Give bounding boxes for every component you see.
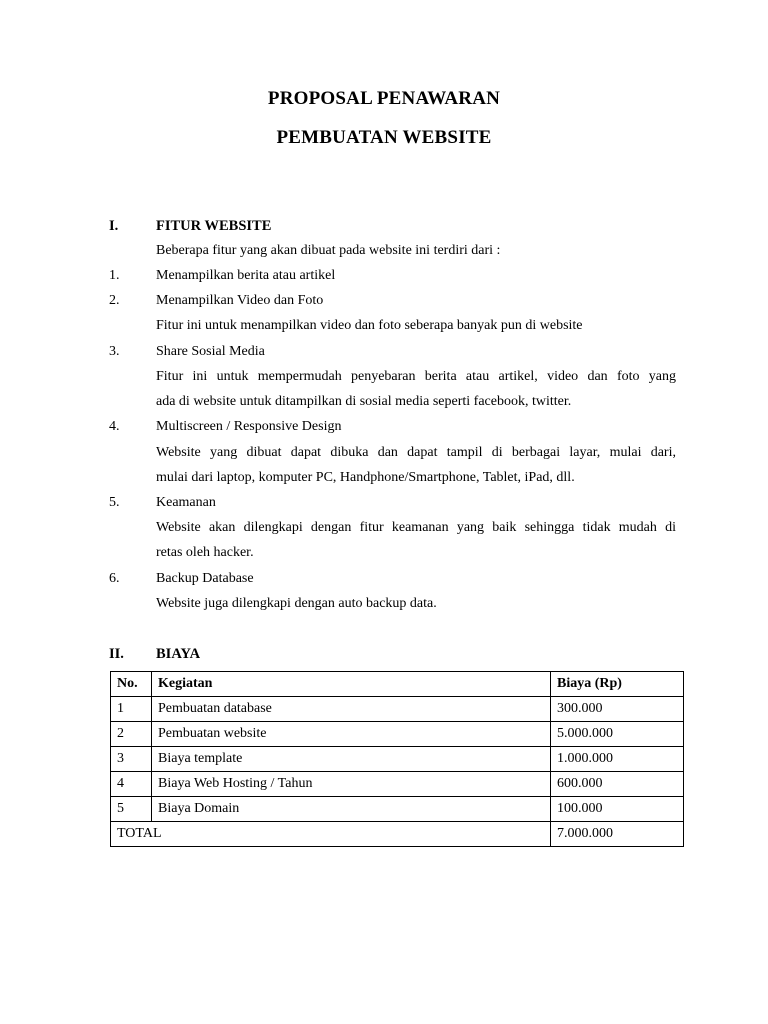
row-no: 5: [111, 797, 152, 822]
section1-intro: Beberapa fitur yang akan dibuat pada website ini terdiri dari :: [156, 243, 501, 258]
item4-desc-line2: mulai dari laptop, komputer PC, Handphone/Smartphone, Tablet, iPad, dll.: [156, 470, 575, 485]
row-biaya: 300.000: [551, 697, 684, 722]
header-biaya: Biaya (Rp): [551, 672, 684, 697]
item3-desc-line2: ada di website untuk ditampilkan di sosial media seperti facebook, twitter.: [156, 394, 572, 409]
item6-desc-line1: Website juga dilengkapi dengan auto backup data.: [156, 596, 437, 611]
row-biaya: 1.000.000: [551, 747, 684, 772]
row-kegiatan: Biaya template: [152, 747, 551, 772]
header-no: No.: [111, 672, 152, 697]
item6-label: Backup Database: [156, 571, 254, 586]
item5-number: 5.: [109, 495, 120, 510]
document-title-line1: PROPOSAL PENAWARAN: [267, 88, 501, 109]
section2-number: II.: [109, 646, 124, 662]
item2-label: Menampilkan Video dan Foto: [156, 293, 324, 308]
row-biaya: 600.000: [551, 772, 684, 797]
header-kegiatan: Kegiatan: [152, 672, 551, 697]
total-value: 7.000.000: [551, 822, 684, 847]
table-header-row: [111, 672, 684, 697]
section2-heading: BIAYA: [156, 646, 201, 662]
item5-desc-line1: Website akan dilengkapi dengan fitur keamanan yang baik sehingga tidak mudah di: [156, 520, 676, 535]
item4-number: 4.: [109, 419, 120, 434]
row-no: 2: [111, 722, 152, 747]
item2-desc-line1: Fitur ini untuk menampilkan video dan foto seberapa banyak pun di website: [156, 318, 583, 333]
row-kegiatan: Biaya Domain: [152, 797, 551, 822]
item1-label: Menampilkan berita atau artikel: [156, 268, 336, 283]
row-no: 3: [111, 747, 152, 772]
section1-heading: FITUR WEBSITE: [156, 218, 272, 234]
row-no: 1: [111, 697, 152, 722]
item1-number: 1.: [109, 268, 120, 283]
item3-number: 3.: [109, 344, 120, 359]
table-row: [111, 697, 684, 722]
item4-label: Multiscreen / Responsive Design: [156, 419, 342, 434]
row-kegiatan: Pembuatan website: [152, 722, 551, 747]
item4-desc-line1: Website yang dibuat dapat dibuka dan dapat tampil di berbagai layar, mulai dari,: [156, 445, 676, 460]
row-kegiatan: Biaya Web Hosting / Tahun: [152, 772, 551, 797]
item6-number: 6.: [109, 571, 120, 586]
row-biaya: 5.000.000: [551, 722, 684, 747]
item5-label: Keamanan: [156, 495, 216, 510]
item5-desc-line2: retas oleh hacker.: [156, 545, 254, 560]
table-row: [111, 797, 684, 822]
table-row: [111, 772, 684, 797]
table-total-row: [111, 822, 684, 847]
row-no: 4: [111, 772, 152, 797]
document-title-line2: PEMBUATAN WEBSITE: [276, 127, 492, 148]
row-biaya: 100.000: [551, 797, 684, 822]
table-row: [111, 722, 684, 747]
total-label: TOTAL: [111, 822, 551, 847]
item3-label: Share Sosial Media: [156, 344, 265, 359]
item2-number: 2.: [109, 293, 120, 308]
section1-number: I.: [109, 218, 119, 234]
row-kegiatan: Pembuatan database: [152, 697, 551, 722]
table-row: [111, 747, 684, 772]
item3-desc-line1: Fitur ini untuk mempermudah penyebaran berita atau artikel, video dan foto yang: [156, 369, 676, 384]
cost-table: [110, 671, 684, 847]
